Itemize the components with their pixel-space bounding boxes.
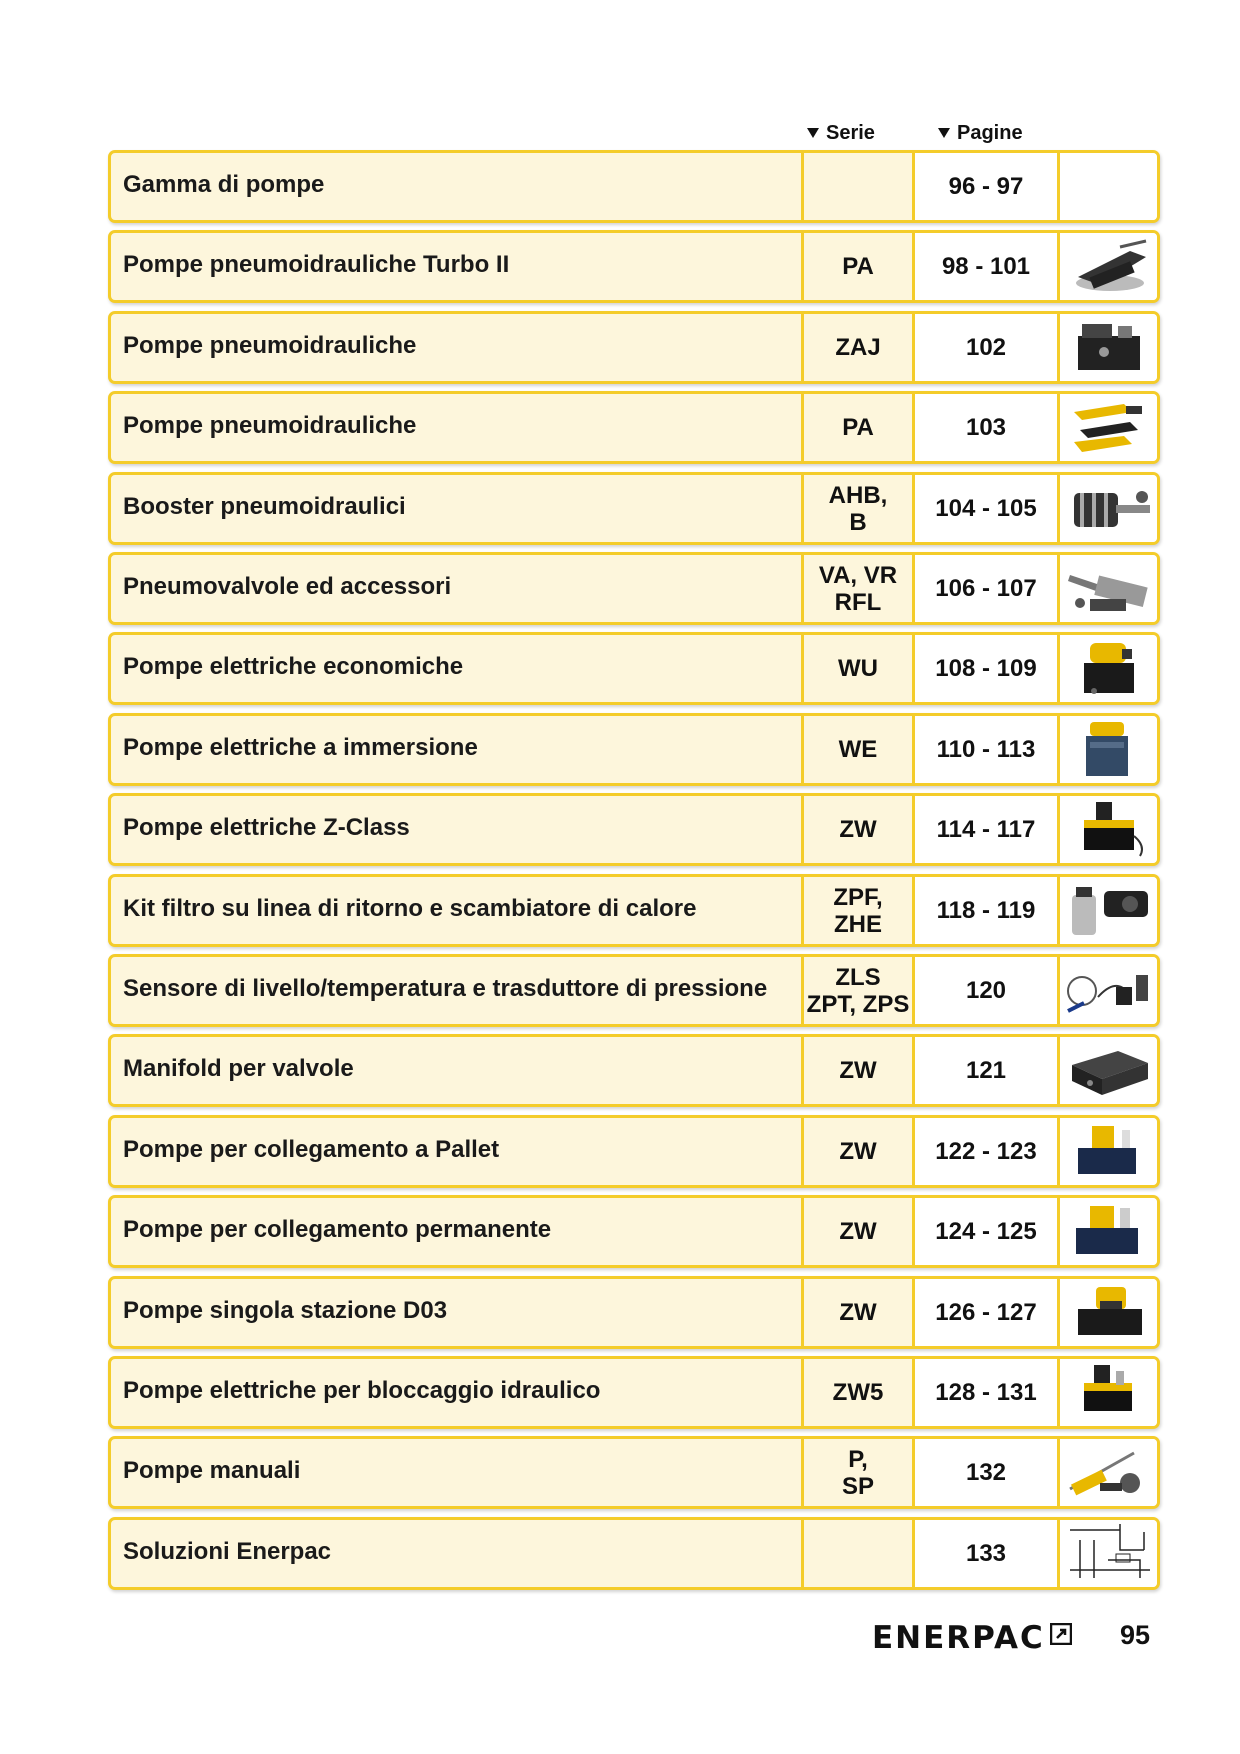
row-title bbox=[111, 475, 801, 542]
logo-mark-icon bbox=[1050, 1623, 1072, 1645]
row-image-cell bbox=[1057, 153, 1157, 220]
manifold-icon bbox=[1060, 1037, 1157, 1104]
row-image-cell bbox=[1057, 635, 1157, 702]
row-title-text: Pompe pneumoidrauliche bbox=[123, 411, 417, 439]
row-title-text: Pompe pneumoidrauliche bbox=[123, 331, 417, 359]
row-serie bbox=[801, 153, 912, 220]
triangle-down-icon bbox=[938, 128, 950, 138]
row-title-text: Manifold per valvole bbox=[123, 1054, 354, 1082]
row-serie: ZW5 bbox=[801, 1359, 912, 1426]
row-pages: 96 - 97 bbox=[912, 153, 1057, 220]
table-row bbox=[108, 1115, 1160, 1188]
row-image-cell bbox=[1057, 475, 1157, 542]
row-pages: 118 - 119 bbox=[912, 877, 1057, 944]
row-serie: ZLS ZPT, ZPS bbox=[801, 957, 912, 1024]
row-serie: ZAJ bbox=[801, 314, 912, 381]
electric-pump-icon bbox=[1060, 635, 1157, 702]
row-image-cell bbox=[1057, 1359, 1157, 1426]
row-title-text: Sensore di livello/temperatura e trasduttore di pressione bbox=[123, 974, 768, 1002]
row-pages: 126 - 127 bbox=[912, 1279, 1057, 1346]
row-title-text: Booster pneumoidraulici bbox=[123, 492, 406, 520]
row-serie: ZW bbox=[801, 1198, 912, 1265]
row-title bbox=[111, 1439, 801, 1506]
table-row bbox=[108, 1356, 1160, 1429]
row-pages: 104 - 105 bbox=[912, 475, 1057, 542]
row-serie: WE bbox=[801, 716, 912, 783]
table-row bbox=[108, 954, 1160, 1027]
z-class-pump-icon bbox=[1060, 796, 1157, 863]
table-row bbox=[108, 632, 1160, 705]
row-title-text: Pompe elettriche economiche bbox=[123, 652, 464, 680]
column-header-pagine bbox=[938, 122, 1023, 145]
hand-pump-icon bbox=[1060, 1439, 1157, 1506]
row-pages: 128 - 131 bbox=[912, 1359, 1057, 1426]
row-title-text: Gamma di pompe bbox=[123, 170, 325, 198]
row-pages: 124 - 125 bbox=[912, 1198, 1057, 1265]
table-row bbox=[108, 1034, 1160, 1107]
clamping-pump-icon bbox=[1060, 1359, 1157, 1426]
boxed-pump-icon bbox=[1060, 314, 1157, 381]
yellow-air-pumps-icon bbox=[1060, 394, 1157, 461]
row-image-cell bbox=[1057, 314, 1157, 381]
row-pages: 122 - 123 bbox=[912, 1118, 1057, 1185]
row-image-cell bbox=[1057, 796, 1157, 863]
booster-cylinder-icon bbox=[1060, 475, 1157, 542]
row-image-cell bbox=[1057, 1520, 1157, 1587]
row-title-text: Pompe manuali bbox=[123, 1456, 301, 1484]
table-row bbox=[108, 874, 1160, 947]
row-image-cell bbox=[1057, 1037, 1157, 1104]
row-pages: 121 bbox=[912, 1037, 1057, 1104]
table-row bbox=[108, 150, 1160, 223]
row-title bbox=[111, 1037, 801, 1104]
row-title-text: Pompe pneumoidrauliche Turbo II bbox=[123, 250, 510, 278]
row-serie: WU bbox=[801, 635, 912, 702]
row-serie: VA, VR RFL bbox=[801, 555, 912, 622]
row-title-text: Pompe per collegamento a Pallet bbox=[123, 1135, 500, 1163]
row-pages: 106 - 107 bbox=[912, 555, 1057, 622]
column-header-serie bbox=[807, 122, 875, 145]
filter-kit-icon bbox=[1060, 877, 1157, 944]
row-serie: ZW bbox=[801, 1037, 912, 1104]
table-row bbox=[108, 552, 1160, 625]
row-image-cell bbox=[1057, 233, 1157, 300]
row-serie: PA bbox=[801, 233, 912, 300]
valves-icon bbox=[1060, 555, 1157, 622]
row-title bbox=[111, 314, 801, 381]
table-row bbox=[108, 311, 1160, 384]
row-title bbox=[111, 394, 801, 461]
row-pages: 120 bbox=[912, 957, 1057, 1024]
page-number: 95 bbox=[1120, 1620, 1151, 1650]
table-row bbox=[108, 713, 1160, 786]
row-title bbox=[111, 1359, 801, 1426]
row-title bbox=[111, 796, 801, 863]
row-title-text: Kit filtro su linea di ritorno e scambiatore di calore bbox=[123, 894, 697, 922]
row-image-cell bbox=[1057, 1439, 1157, 1506]
table-row bbox=[108, 1276, 1160, 1349]
row-pages: 108 - 109 bbox=[912, 635, 1057, 702]
row-title bbox=[111, 877, 801, 944]
enerpac-logo: ENERPAC bbox=[872, 1620, 1045, 1656]
row-serie: ZW bbox=[801, 796, 912, 863]
table-row bbox=[108, 472, 1160, 545]
row-image-cell bbox=[1057, 1279, 1157, 1346]
row-pages: 110 - 113 bbox=[912, 716, 1057, 783]
row-serie bbox=[801, 1520, 912, 1587]
table-row bbox=[108, 1195, 1160, 1268]
row-image-cell bbox=[1057, 394, 1157, 461]
row-image-cell bbox=[1057, 877, 1157, 944]
row-title-text: Soluzioni Enerpac bbox=[123, 1537, 332, 1565]
triangle-down-icon bbox=[807, 128, 819, 138]
serie-label: Serie bbox=[826, 122, 875, 144]
row-pages: 103 bbox=[912, 394, 1057, 461]
schematic-icon bbox=[1060, 1520, 1157, 1587]
row-serie: AHB, B bbox=[801, 475, 912, 542]
row-title bbox=[111, 1520, 801, 1587]
row-serie: ZPF, ZHE bbox=[801, 877, 912, 944]
row-title-text: Pompe singola stazione D03 bbox=[123, 1296, 448, 1324]
sensor-gauge-icon bbox=[1060, 957, 1157, 1024]
permanent-pump-icon bbox=[1060, 1198, 1157, 1265]
row-title bbox=[111, 555, 801, 622]
row-serie: P, SP bbox=[801, 1439, 912, 1506]
table-row bbox=[108, 1436, 1160, 1509]
row-title bbox=[111, 1279, 801, 1346]
single-station-pump-icon bbox=[1060, 1279, 1157, 1346]
row-image-cell bbox=[1057, 1198, 1157, 1265]
row-serie: ZW bbox=[801, 1118, 912, 1185]
row-title bbox=[111, 716, 801, 783]
air-pump-icon bbox=[1060, 233, 1157, 300]
table-row bbox=[108, 230, 1160, 303]
row-image-cell bbox=[1057, 716, 1157, 783]
table-row bbox=[108, 1517, 1160, 1590]
row-title-text: Pompe elettriche per bloccaggio idraulico bbox=[123, 1376, 601, 1404]
row-title bbox=[111, 635, 801, 702]
table-row bbox=[108, 391, 1160, 464]
row-title bbox=[111, 1198, 801, 1265]
row-pages: 133 bbox=[912, 1520, 1057, 1587]
row-image-cell bbox=[1057, 555, 1157, 622]
row-title-text: Pneumovalvole ed accessori bbox=[123, 572, 452, 600]
row-pages: 98 - 101 bbox=[912, 233, 1057, 300]
row-image-cell bbox=[1057, 1118, 1157, 1185]
row-pages: 114 - 117 bbox=[912, 796, 1057, 863]
row-pages: 102 bbox=[912, 314, 1057, 381]
row-title-text: Pompe per collegamento permanente bbox=[123, 1215, 552, 1243]
row-serie: ZW bbox=[801, 1279, 912, 1346]
row-image-cell bbox=[1057, 957, 1157, 1024]
pagine-label: Pagine bbox=[957, 122, 1023, 144]
row-title bbox=[111, 957, 801, 1024]
row-serie: PA bbox=[801, 394, 912, 461]
submerged-pump-icon bbox=[1060, 716, 1157, 783]
row-title-text: Pompe elettriche a immersione bbox=[123, 733, 478, 761]
pallet-pump-icon bbox=[1060, 1118, 1157, 1185]
row-title bbox=[111, 153, 801, 220]
row-title-text: Pompe elettriche Z-Class bbox=[123, 813, 410, 841]
row-title bbox=[111, 233, 801, 300]
row-title bbox=[111, 1118, 801, 1185]
table-row bbox=[108, 793, 1160, 866]
row-pages: 132 bbox=[912, 1439, 1057, 1506]
